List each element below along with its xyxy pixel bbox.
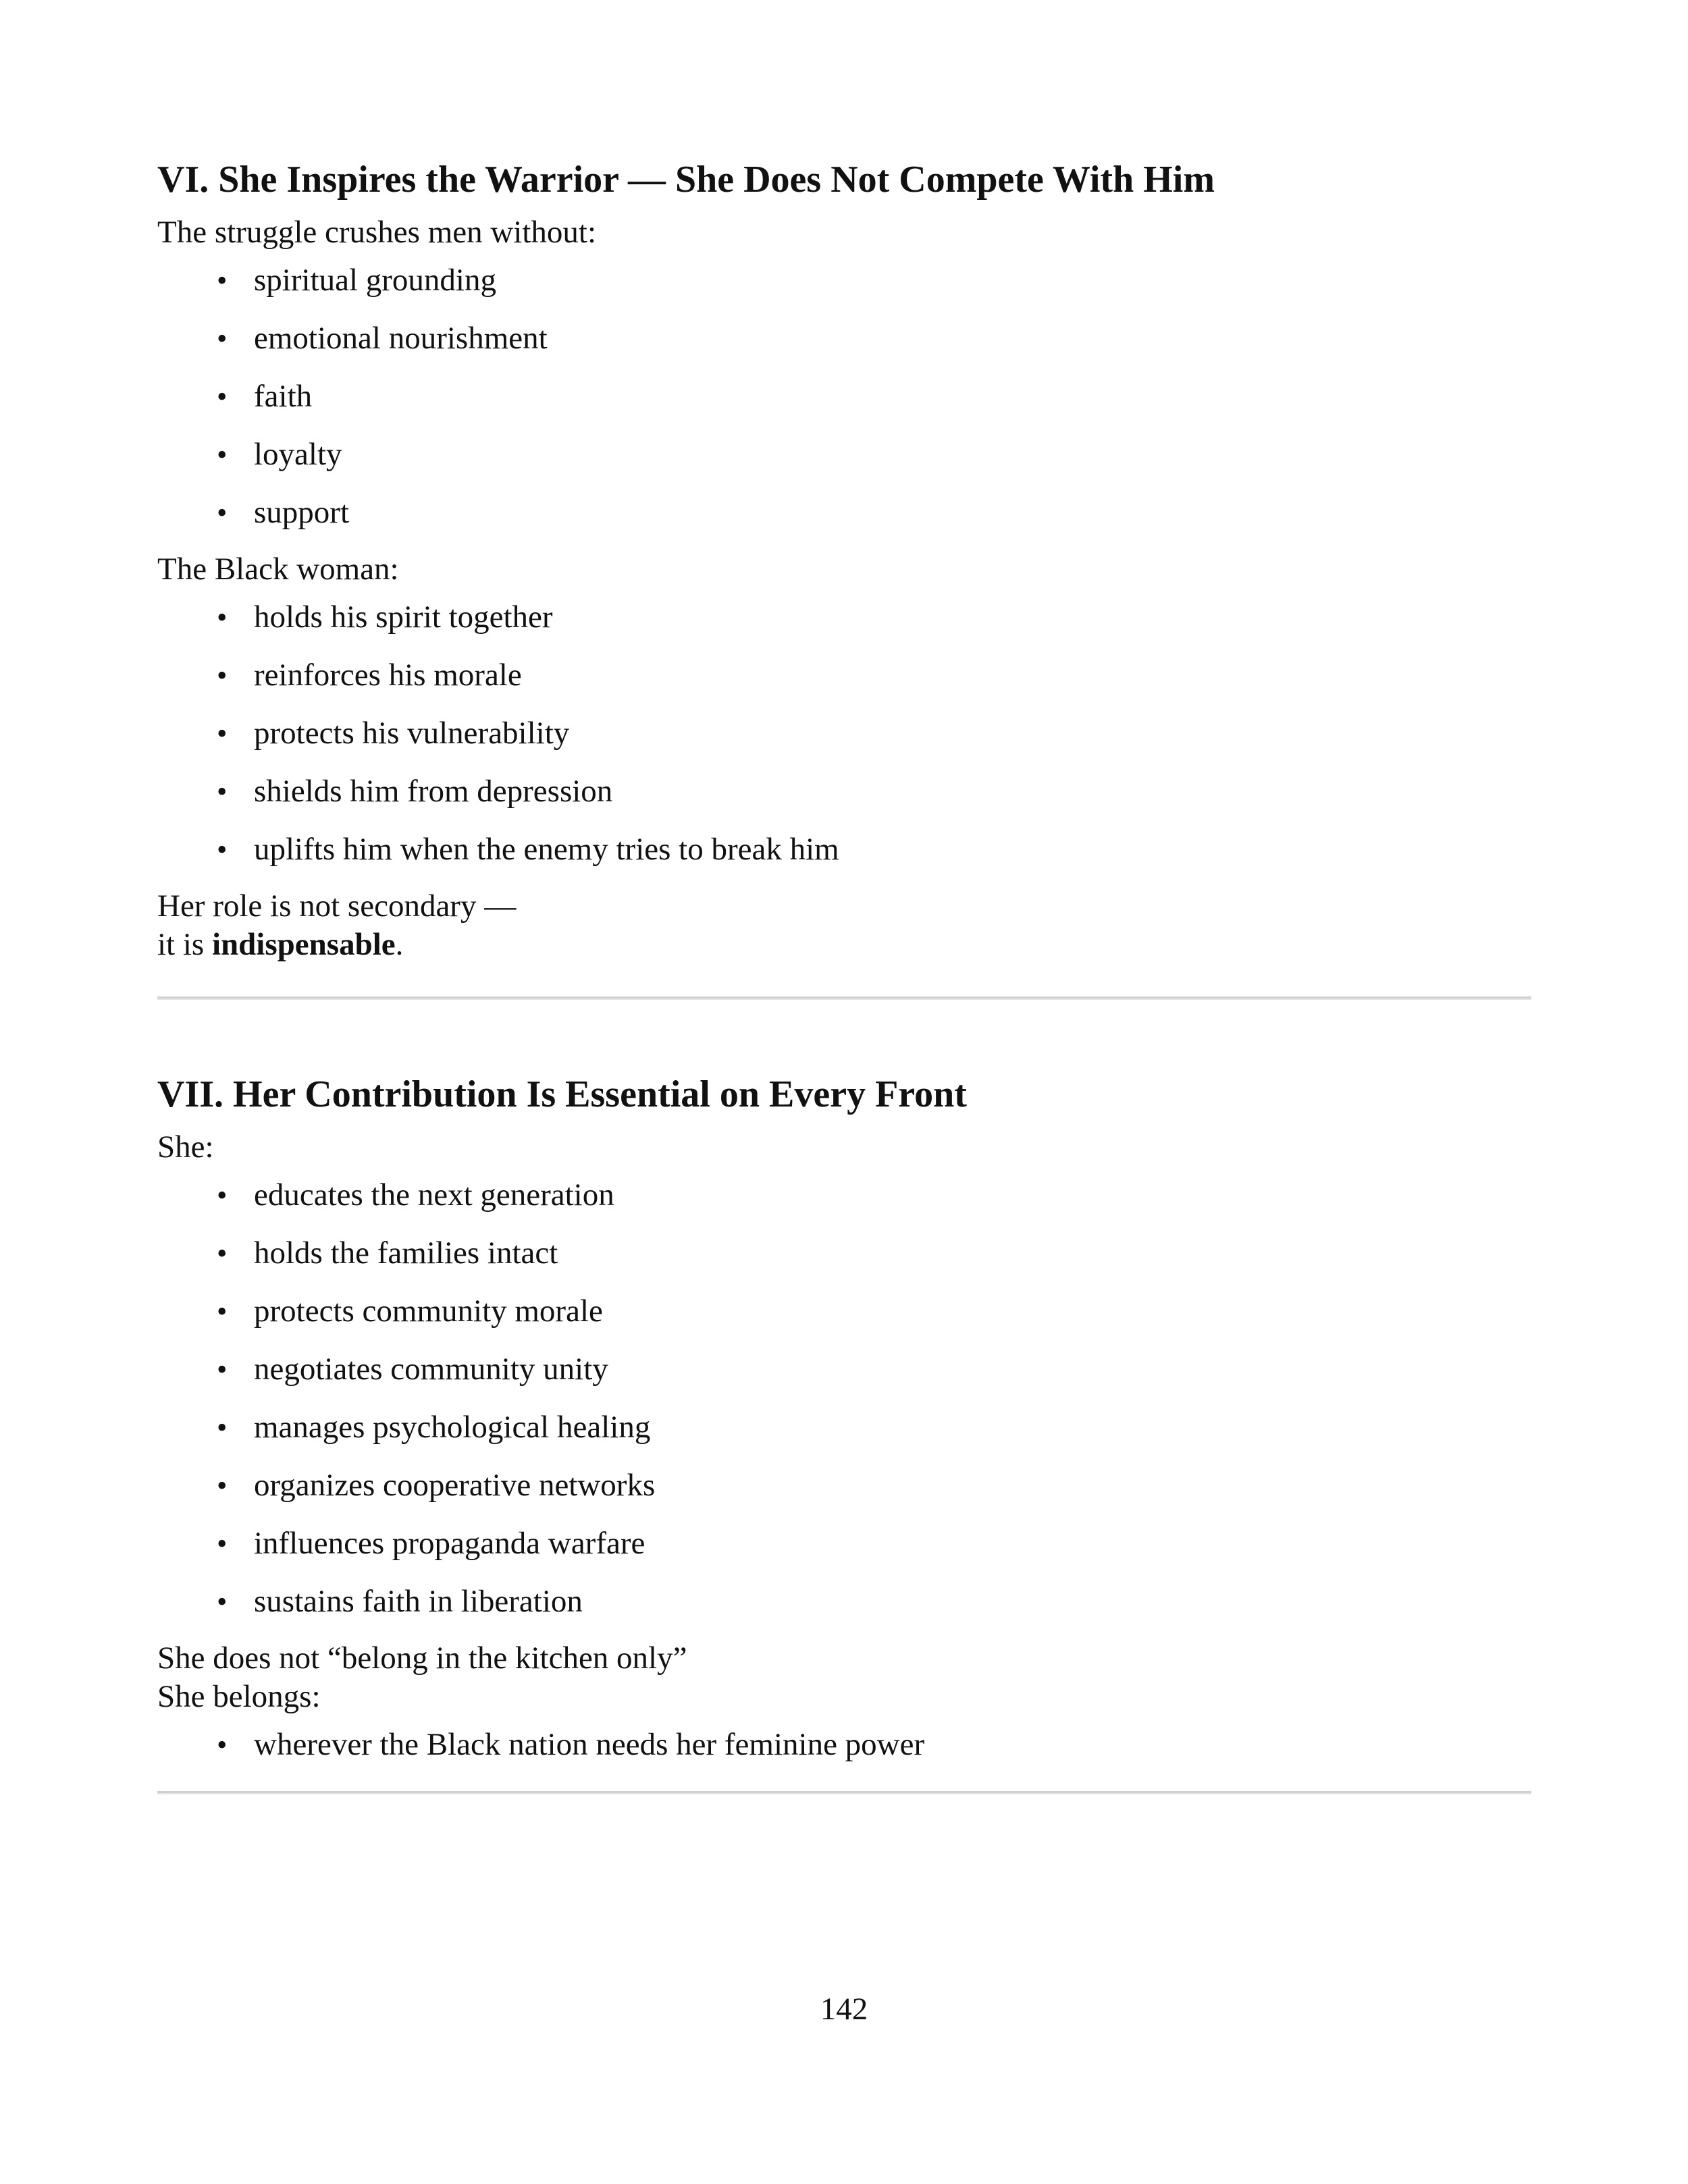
- bullet-icon: •: [217, 322, 228, 355]
- list-item: • uplifts him when the enemy tries to break him: [157, 830, 1531, 869]
- bullet-icon: •: [217, 264, 228, 297]
- list-item: • educates the next generation: [157, 1176, 1531, 1215]
- bullet-icon: •: [217, 1411, 228, 1444]
- list-item: • spiritual grounding: [157, 261, 1531, 300]
- list-item: • support: [157, 494, 1531, 532]
- list-item: • reinforces his morale: [157, 656, 1531, 695]
- section-6-heading: VI. She Inspires the Warrior — She Does Not Compete With Him: [157, 159, 1215, 201]
- list-item: • negotiates community unity: [157, 1350, 1531, 1389]
- list-item: • wherever the Black nation needs her feminine power: [157, 1726, 1531, 1764]
- section-6-intro-2: The Black woman:: [157, 552, 399, 587]
- section-6-list-1: [157, 261, 1531, 532]
- bullet-icon: •: [217, 775, 228, 808]
- list-item: • manages psychological healing: [157, 1408, 1531, 1447]
- bullet-icon: •: [217, 833, 228, 866]
- section-7-closing-line-1: She does not “belong in the kitchen only”: [157, 1641, 687, 1676]
- section-divider: [157, 1791, 1531, 1794]
- list-item: • emotional nourishment: [157, 319, 1531, 358]
- section-6-closing-line-2: it is indispensable.: [157, 927, 404, 962]
- list-item: • influences propaganda warfare: [157, 1524, 1531, 1563]
- section-6-intro: The struggle crushes men without:: [157, 215, 597, 250]
- bullet-icon: •: [217, 496, 228, 529]
- bullet-icon: •: [217, 659, 228, 692]
- list-item: • loyalty: [157, 435, 1531, 474]
- section-7-list-1: [157, 1176, 1531, 1621]
- bullet-icon: •: [217, 438, 228, 471]
- bullet-icon: •: [217, 717, 228, 750]
- section-7-list-2: [157, 1726, 1531, 1764]
- page-number: 142: [820, 1992, 868, 2027]
- list-item: • protects community morale: [157, 1292, 1531, 1331]
- bullet-icon: •: [217, 1527, 228, 1560]
- list-item: • faith: [157, 377, 1531, 416]
- bullet-icon: •: [217, 1469, 228, 1502]
- bullet-icon: •: [217, 1237, 228, 1270]
- bullet-icon: •: [217, 1353, 228, 1386]
- list-item: • shields him from depression: [157, 772, 1531, 811]
- list-item: • holds the families intact: [157, 1234, 1531, 1273]
- list-item: • organizes cooperative networks: [157, 1466, 1531, 1505]
- bullet-icon: •: [217, 1728, 228, 1761]
- section-7-intro: She:: [157, 1129, 214, 1165]
- section-7-heading: VII. Her Contribution Is Essential on Every Front: [157, 1073, 967, 1115]
- bullet-icon: •: [217, 601, 228, 634]
- bullet-icon: •: [217, 1585, 228, 1618]
- section-divider: [157, 996, 1531, 1000]
- list-item: • holds his spirit together: [157, 598, 1531, 637]
- section-6-closing-line-1: Her role is not secondary —: [157, 888, 517, 924]
- page-content: [157, 155, 1531, 1794]
- list-item: • protects his vulnerability: [157, 714, 1531, 753]
- section-7-closing-line-2: She belongs:: [157, 1679, 321, 1714]
- list-item: • sustains faith in liberation: [157, 1582, 1531, 1621]
- bullet-icon: •: [217, 1295, 228, 1328]
- emphasis-text: indispensable: [211, 927, 396, 962]
- bullet-icon: •: [217, 1179, 228, 1212]
- bullet-icon: •: [217, 380, 228, 413]
- section-6-list-2: [157, 598, 1531, 869]
